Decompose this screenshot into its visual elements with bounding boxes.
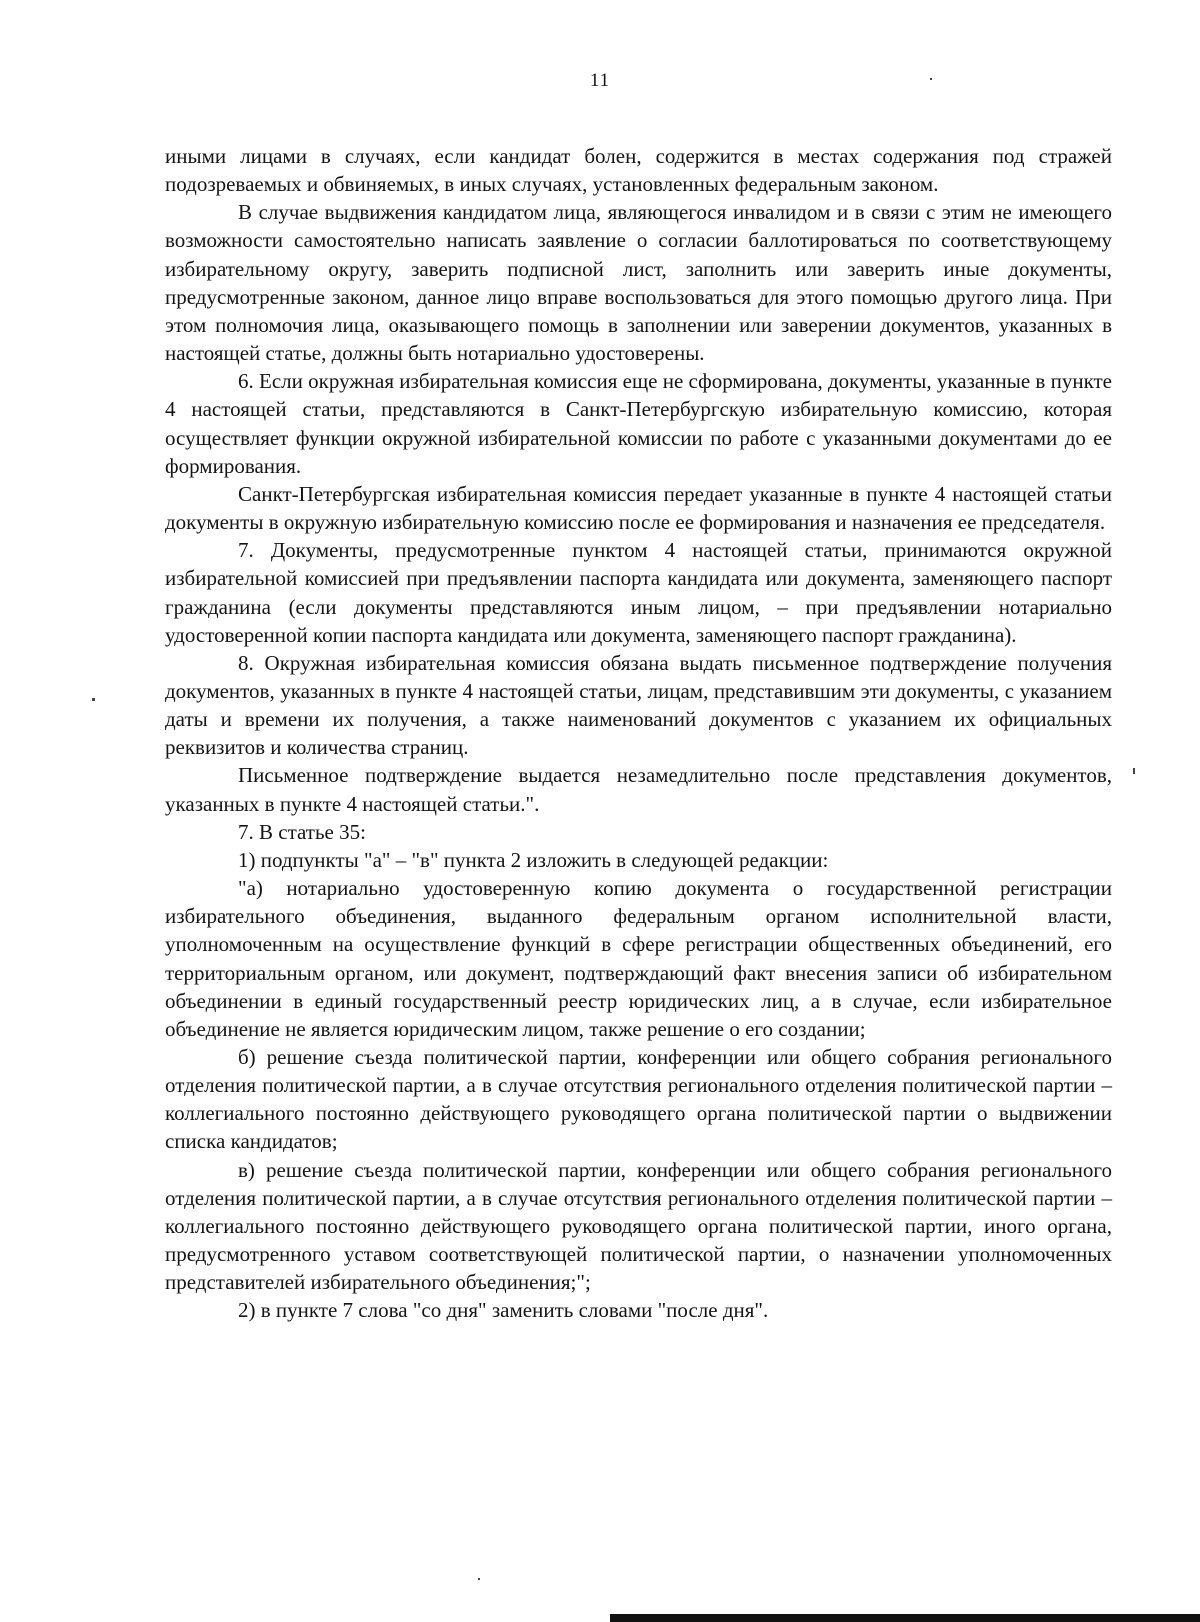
paragraph-transfer-documents: Санкт-Петербургская избирательная комиссия передает указанные в пункте 4 настоящей статьи документы в окружную избирательную комиссию после ее формирования и назначения ее председателя. <box>165 481 1112 535</box>
paragraph-item-8: 8. Окружная избирательная комиссия обязана выдать письменное подтверждение получения документов, указанных в пункте 4 настоящей статьи, лицам, представившим эти документы, с указанием даты и времени их получения, а также наименований документов с указанием их официальных реквизитов и количества страниц. <box>165 650 1112 760</box>
document-body <box>165 142 1112 1325</box>
paragraph-item-7: 7. Документы, предусмотренные пунктом 4 настоящей статьи, принимаются окружной избирательной комиссией при предъявлении паспорта кандидата или документа, заменяющего паспорт гражданина (если документы представляются иным лицом, – при предъявлении нотариально удостоверенной копии паспорта кандидата или документа, заменяющего паспорт гражданина). <box>165 538 1112 647</box>
paragraph-subitem-b: б) решение съезда политической партии, конференции или общего собрания регионального отделения политической партии, а в случае отсутствия регионального отделения политической партии – коллегиального постоянно действующего руководящего органа политической партии о выдвижении списка кандидатов; <box>165 1045 1112 1154</box>
paragraph-article-35: 7. В статье 35: <box>238 819 366 844</box>
scan-speck <box>1133 768 1135 774</box>
paragraph-subitem-v: в) решение съезда политической партии, конференции или общего собрания регионального отделения политической партии, а в случае отсутствия регионального отделения политической партии – коллегиального постоянно действующего руководящего органа политической партии, иного органа, предусмотренного уставом соответствующей политической партии, о назначении уполномоченных представителей избирательного объединения;"; <box>165 1157 1112 1295</box>
page-number: 11 <box>589 70 611 91</box>
paragraph-subitem-a: "а) нотариально удостоверенную копию документа о государственной регистрации избирательного объединения, выданного федеральным органом исполнительной власти, уполномоченным на осуществление функций в сфере регистрации общественных объединений, его территориальным органом, или документ, подтверждающий факт внесения записи об избирательном объединении в единый государственный реестр юридических лиц, а в случае, если избирательное объединение не является юридическим лицом, также решение о его создании; <box>165 876 1112 1041</box>
paragraph-item-6: 6. Если окружная избирательная комиссия еще не сформирована, документы, указанные в пункте 4 настоящей статьи, представляются в Санкт-Петербургскую избирательную комиссию, которая осуществляет функции окружной избирательной комиссии по работе с указанными документами до ее формирования. <box>165 369 1112 478</box>
paragraph-subitem-2: 2) в пункте 7 слова "со дня" заменить словами "после дня". <box>238 1298 769 1323</box>
paragraph-written-confirmation: Письменное подтверждение выдается незамедлительно после представления документов, указанных в пункте 4 настоящей статьи.". <box>165 763 1112 816</box>
paragraph-disabled-candidate: В случае выдвижения кандидатом лица, являющегося инвалидом и в связи с этим не имеющего возможности самостоятельно написать заявление о согласии баллотироваться по соответствующему избирательному округу, заверить подписной лист, заполнить или заверить иные документы, предусмотренные законом, данное лицо вправе воспользоваться для этого помощью другого лица. При этом полномочия лица, оказывающего помощь в заполнении или заверении документов, указанных в настоящей статье, должны быть нотариально удостоверены. <box>165 200 1112 366</box>
paragraph-continuation: иными лицами в случаях, если кандидат болен, содержится в местах содержания под стражей подозреваемых и обвиняемых, в иных случаях, установленных федеральным законом. <box>165 144 1112 197</box>
scan-edge-line <box>610 1614 1200 1622</box>
scan-speck <box>92 698 95 701</box>
paragraph-subitem-1: 1) подпункты "а" – "в" пункта 2 изложить в следующей редакции: <box>238 847 829 872</box>
scan-speck <box>478 1578 480 1580</box>
scan-speck <box>930 78 932 80</box>
